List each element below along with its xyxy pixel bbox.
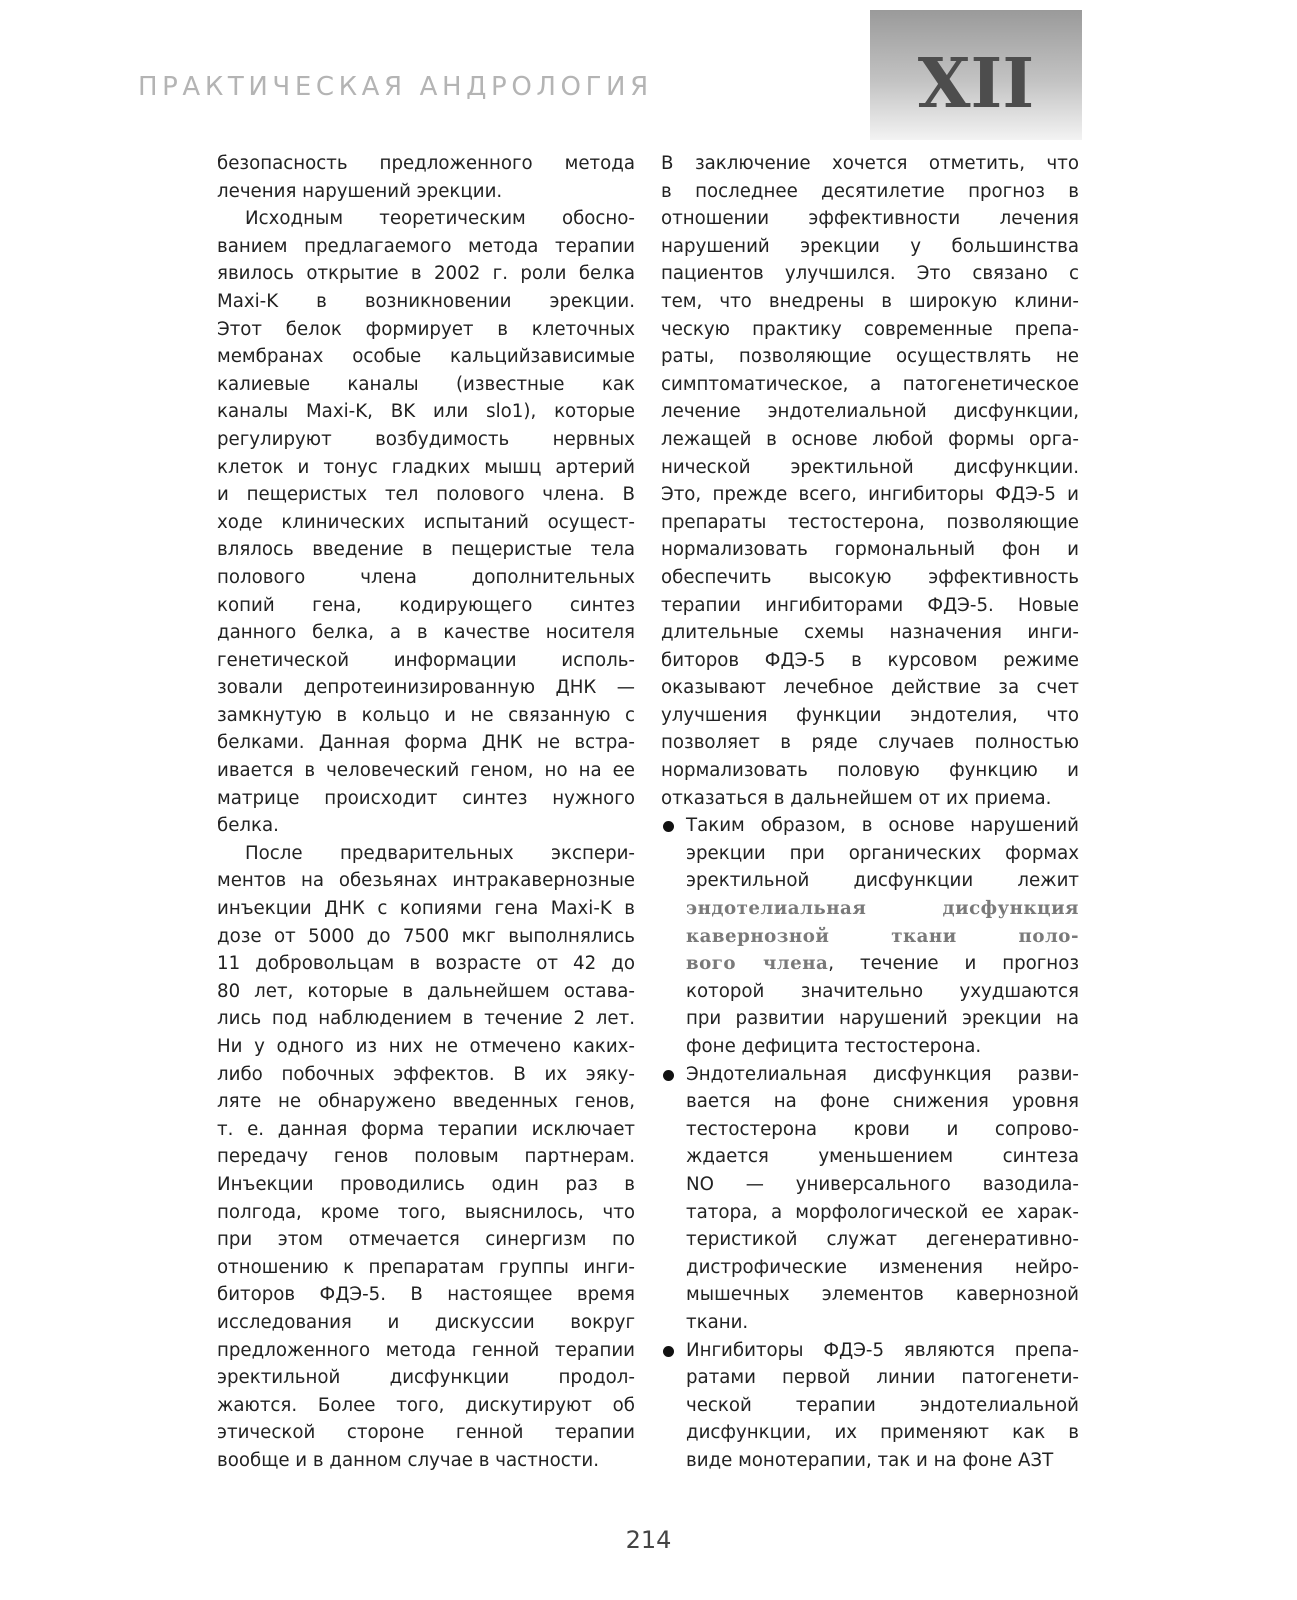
running-head: ПРАКТИЧЕСКАЯ АНДРОЛОГИЯ <box>138 72 653 102</box>
text-line: каналы Maxi-K, BK или slo1), которые <box>217 401 635 423</box>
text-line: биторов ФДЭ-5 в курсовом режиме <box>661 649 1079 671</box>
text-line: белка. <box>217 815 279 837</box>
bullet-text-line: ческой терапии эндотелиальной <box>686 1394 1079 1416</box>
text-line: Инъекции проводились один раз в <box>217 1173 635 1195</box>
text-line: симптоматическое, а патогенетическое <box>661 373 1079 395</box>
text-line: полового члена дополнительных <box>217 566 635 588</box>
text-line: обеспечить высокую эффективность <box>661 566 1079 588</box>
chapter-number: XII <box>917 44 1035 124</box>
text-line: матрице происходит синтез нужного <box>217 787 635 809</box>
text-line: оказывают лечебное действие за счет <box>661 677 1079 699</box>
text-line: Этот белок формирует в клеточных <box>217 318 635 340</box>
text-line: Исходным теоретическим обосно- <box>245 208 635 230</box>
bullet-text-line: ткани. <box>686 1311 749 1333</box>
right-column <box>661 150 1079 1475</box>
bullet-text-line: теристикой служат дегенеративно- <box>686 1229 1079 1251</box>
text-line: явилось открытие в 2002 г. роли белка <box>217 263 635 285</box>
text-line: вообще и в данном случае в частности. <box>217 1449 599 1471</box>
text-line: 80 лет, которые в дальнейшем остава- <box>217 980 635 1002</box>
bullet-text: Таким образом, в основе нарушений <box>686 815 1079 837</box>
text-line: отношении эффективности лечения <box>661 208 1079 230</box>
text-line: биторов ФДЭ-5. В настоящее время <box>217 1284 635 1306</box>
text-line: 11 добровольцам в возрасте от 42 до <box>217 953 635 975</box>
bullet-text-line: эректильной дисфункции лежит <box>686 870 1079 892</box>
text-line: клеток и тонус гладких мышц артерий <box>217 456 635 478</box>
text-line: улучшения функции эндотелия, что <box>661 704 1079 726</box>
text-line: лежащей в основе любой формы орга- <box>661 428 1079 450</box>
text-line: пациентов улучшился. Это связано с <box>661 263 1079 285</box>
text-line: в последнее десятилетие прогноз в <box>661 180 1079 202</box>
text-line: отношению к препаратам группы инги- <box>217 1256 635 1278</box>
text-line: лись под наблюдением в течение 2 лет. <box>217 1008 635 1030</box>
text-line: копий гена, кодирующего синтез <box>217 594 635 616</box>
text-line: т. е. данная форма терапии исключает <box>217 1118 635 1140</box>
text-line: После предварительных экспери- <box>245 842 635 864</box>
text-line: В заключение хочется отметить, что <box>661 153 1079 174</box>
text-line: Ни у одного из них не отмечено каких- <box>217 1036 635 1057</box>
bullet-text-line: виде монотерапии, так и на фоне АЗТ <box>686 1449 1054 1471</box>
bullet-text-line: NO — универсального вазодила- <box>686 1173 1079 1195</box>
text-line: либо побочных эффектов. В их эяку- <box>217 1063 635 1085</box>
bullet-text-line: эрекции при органических формах <box>686 842 1079 864</box>
text-line: инъекции ДНК с копиями гена Maxi-K в <box>217 898 635 920</box>
text-line: и пещеристых тел полового члена. В <box>217 484 635 506</box>
text-line: ивается в человеческий геном, но на ее <box>217 760 635 782</box>
text-line: генетической информации исполь- <box>217 649 635 671</box>
highlighted-term: кавернозной ткани поло- <box>686 925 1079 947</box>
bullet-icon <box>663 1070 674 1081</box>
bullet-text-line <box>661 950 1079 978</box>
text-line: ванием предлагаемого метода терапии <box>217 235 635 257</box>
text-line: белками. Данная форма ДНК не встра- <box>217 732 635 754</box>
text-line: предложенного метода генной терапии <box>217 1339 635 1361</box>
text-line: ляте не обнаружено введенных генов, <box>217 1091 635 1113</box>
text-line: исследования и дискуссии вокруг <box>217 1311 635 1333</box>
text-line: замкнутую в кольцо и не связанную с <box>217 704 635 726</box>
text-line: нической эректильной дисфункции. <box>661 456 1079 478</box>
text-line: длительные схемы назначения инги- <box>661 622 1079 644</box>
text-line: тем, что внедрены в широкую клини- <box>661 290 1079 312</box>
text-line: при этом отмечается синергизм по <box>217 1229 635 1251</box>
text-line: полгода, кроме того, выяснилось, что <box>217 1201 635 1223</box>
text-line: Maxi-K в возникновении эрекции. <box>217 290 635 312</box>
text-line: Это, прежде всего, ингибиторы ФДЭ-5 и <box>661 484 1079 506</box>
text-line: этической стороне генной терапии <box>217 1422 635 1444</box>
text-line: ментов на обезьянах интракавернозные <box>217 870 635 892</box>
highlighted-term: вого члена <box>686 953 829 975</box>
bullet-text-line: при развитии нарушений эрекции на <box>686 1008 1079 1030</box>
text-line: влялось введение в пещеристые тела <box>217 539 635 561</box>
highlighted-term: эндотелиальная дисфункция <box>686 898 1079 920</box>
text-line: терапии ингибиторами ФДЭ-5. Новые <box>661 594 1079 616</box>
bullet-item <box>661 1337 1079 1365</box>
bullet-text: , течение и прогноз <box>828 953 1079 975</box>
page-number: 214 <box>625 1526 672 1554</box>
text-line: раты, позволяющие осуществлять не <box>661 346 1079 368</box>
text-line: безопасность предложенного метода <box>217 153 635 174</box>
bullet-text-line: ратами первой линии патогенети- <box>686 1367 1079 1389</box>
text-line: нормализовать гормональный фон и <box>661 539 1079 561</box>
bullet-text-line: татора, а морфологической ее харак- <box>686 1201 1079 1223</box>
bullet-text-line: тестостерона крови и сопрово- <box>686 1118 1079 1140</box>
text-line: нормализовать половую функцию и <box>661 760 1079 782</box>
text-line: зовали депротеинизированную ДНК — <box>217 677 635 699</box>
bullet-item <box>661 1061 1079 1089</box>
text-line: передачу генов половым партнерам. <box>217 1146 635 1168</box>
text-line: эректильной дисфункции продол- <box>217 1367 635 1389</box>
bullet-text-line: мышечных элементов кавернозной <box>686 1284 1079 1306</box>
bullet-text-line: вается на фоне снижения уровня <box>686 1091 1079 1113</box>
bullet-item <box>661 812 1079 840</box>
text-line: ческую практику современные препа- <box>661 318 1079 340</box>
text-line: дозе от 5000 до 7500 мкг выполнялись <box>217 925 635 947</box>
text-line: лечения нарушений эрекции. <box>217 180 503 202</box>
text-line: мембранах особые кальцийзависимые <box>217 346 635 368</box>
text-line: препараты тестостерона, позволяющие <box>661 511 1079 533</box>
text-line: ходе клинических испытаний осущест- <box>217 511 635 533</box>
text-line: данного белка, а в качестве носителя <box>217 622 635 644</box>
bullet-text-line: фоне дефицита тестостерона. <box>686 1036 982 1057</box>
text-line: лечение эндотелиальной дисфункции, <box>661 401 1079 423</box>
text-line: позволяет в ряде случаев полностью <box>661 732 1079 754</box>
bullet-text-line: дисфункции, их применяют как в <box>686 1422 1079 1444</box>
bullet-text: Ингибиторы ФДЭ-5 являются препа- <box>686 1339 1079 1361</box>
text-line: жаются. Более того, дискутируют об <box>217 1394 635 1416</box>
left-column <box>217 150 635 1475</box>
bullet-text-line: дистрофические изменения нейро- <box>686 1256 1079 1278</box>
bullet-text-line: ждается уменьшением синтеза <box>686 1146 1079 1168</box>
bullet-icon <box>663 1346 674 1357</box>
chapter-tab <box>870 10 1082 140</box>
text-line: нарушений эрекции у большинства <box>661 235 1079 257</box>
bullet-icon <box>663 821 674 832</box>
bullet-text: Эндотелиальная дисфункция разви- <box>686 1063 1079 1085</box>
text-line: калиевые каналы (известные как <box>217 373 635 395</box>
text-line: отказаться в дальнейшем от их приема. <box>661 787 1052 809</box>
text-line: регулируют возбудимость нервных <box>217 428 635 450</box>
bullet-text-line: которой значительно ухудшаются <box>686 980 1079 1002</box>
